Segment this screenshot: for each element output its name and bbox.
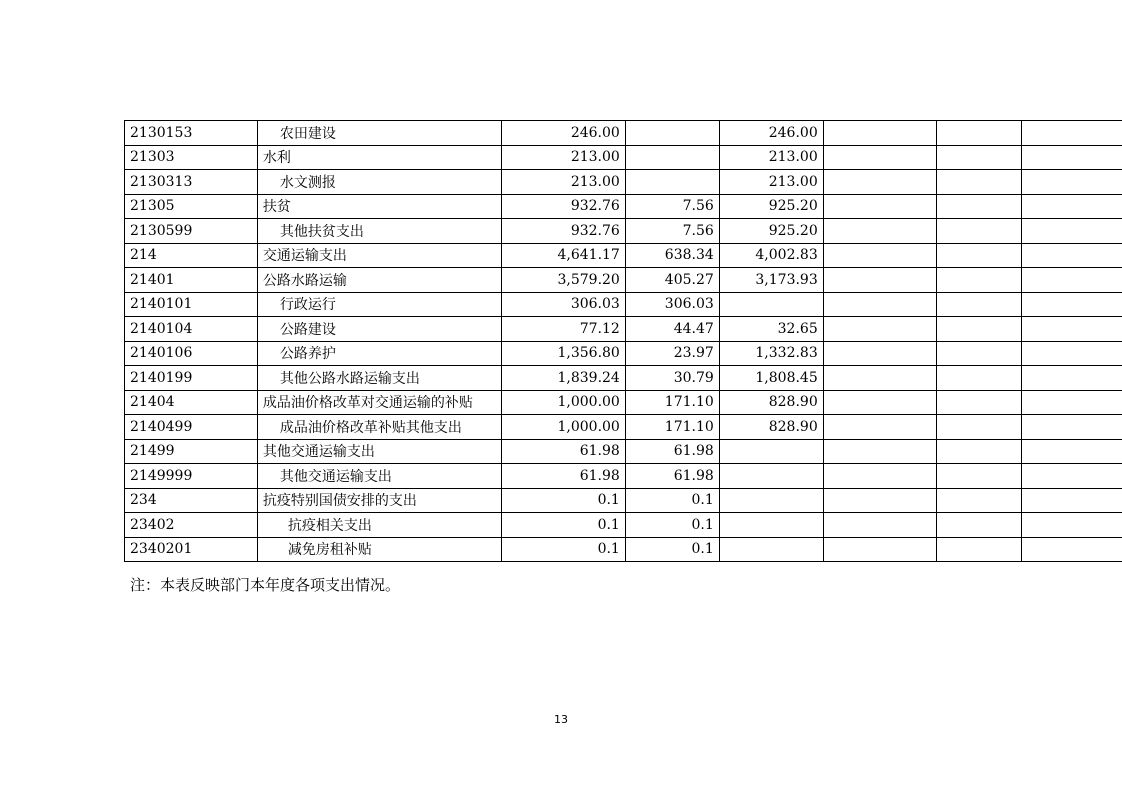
total-amount-cell: 1,000.00 [501,390,625,415]
subject-name-cell: 其他交通运输支出 [257,439,501,464]
project-expenditure-cell: 925.20 [719,219,823,244]
subject-name-cell: 其他交通运输支出 [257,464,501,489]
empty-cell [1021,513,1122,538]
empty-cell [1021,537,1122,562]
project-expenditure-cell [719,292,823,317]
subject-code-cell: 2140499 [125,415,258,440]
total-amount-cell: 1,356.80 [501,341,625,366]
subject-code-cell: 2140104 [125,317,258,342]
empty-cell [936,537,1021,562]
project-expenditure-cell: 828.90 [719,390,823,415]
basic-expenditure-cell: 0.1 [625,537,719,562]
subject-code-cell: 21404 [125,390,258,415]
subject-name-cell: 公路建设 [257,317,501,342]
table-row [125,194,1122,219]
project-expenditure-cell: 3,173.93 [719,268,823,293]
basic-expenditure-cell: 171.10 [625,390,719,415]
project-expenditure-cell [719,439,823,464]
subject-code-cell: 21305 [125,194,258,219]
table-row [125,513,1122,538]
empty-cell [1021,390,1122,415]
empty-cell [1021,268,1122,293]
project-expenditure-cell: 1,808.45 [719,366,823,391]
total-amount-cell: 3,579.20 [501,268,625,293]
subject-code-cell: 21303 [125,145,258,170]
table-row [125,488,1122,513]
table-row [125,268,1122,293]
subject-name-cell: 水文测报 [257,170,501,195]
empty-cell [1021,170,1122,195]
total-amount-cell: 0.1 [501,513,625,538]
total-amount-cell: 61.98 [501,439,625,464]
basic-expenditure-cell: 61.98 [625,439,719,464]
total-amount-cell: 1,000.00 [501,415,625,440]
expenditure-table [124,120,1122,562]
project-expenditure-cell: 246.00 [719,121,823,146]
project-expenditure-cell: 4,002.83 [719,243,823,268]
empty-cell [1021,194,1122,219]
total-amount-cell: 932.76 [501,194,625,219]
subject-name-cell: 其他扶贫支出 [257,219,501,244]
table-row [125,243,1122,268]
total-amount-cell: 213.00 [501,145,625,170]
table-row [125,170,1122,195]
subject-name-cell: 行政运行 [257,292,501,317]
subject-code-cell: 2130599 [125,219,258,244]
basic-expenditure-cell [625,145,719,170]
empty-cell [823,439,936,464]
empty-cell [1021,464,1122,489]
empty-cell [823,317,936,342]
table-row [125,121,1122,146]
empty-cell [936,219,1021,244]
project-expenditure-cell [719,464,823,489]
project-expenditure-cell: 213.00 [719,145,823,170]
empty-cell [1021,317,1122,342]
empty-cell [1021,292,1122,317]
empty-cell [936,488,1021,513]
empty-cell [936,317,1021,342]
table-row [125,415,1122,440]
subject-code-cell: 2130153 [125,121,258,146]
empty-cell [1021,121,1122,146]
table-row [125,390,1122,415]
subject-name-cell: 水利 [257,145,501,170]
empty-cell [1021,415,1122,440]
subject-name-cell: 抗疫相关支出 [257,513,501,538]
empty-cell [823,121,936,146]
empty-cell [1021,341,1122,366]
table-row [125,292,1122,317]
total-amount-cell: 77.12 [501,317,625,342]
empty-cell [823,292,936,317]
empty-cell [823,194,936,219]
empty-cell [936,268,1021,293]
empty-cell [936,366,1021,391]
empty-cell [936,415,1021,440]
total-amount-cell: 0.1 [501,537,625,562]
subject-name-cell: 扶贫 [257,194,501,219]
project-expenditure-cell: 213.00 [719,170,823,195]
project-expenditure-cell [719,488,823,513]
table-row [125,145,1122,170]
basic-expenditure-cell: 306.03 [625,292,719,317]
basic-expenditure-cell [625,170,719,195]
subject-code-cell: 2149999 [125,464,258,489]
basic-expenditure-cell: 30.79 [625,366,719,391]
empty-cell [936,194,1021,219]
table-row [125,366,1122,391]
total-amount-cell: 213.00 [501,170,625,195]
empty-cell [936,439,1021,464]
total-amount-cell: 0.1 [501,488,625,513]
empty-cell [936,145,1021,170]
empty-cell [936,390,1021,415]
subject-code-cell: 2340201 [125,537,258,562]
total-amount-cell: 1,839.24 [501,366,625,391]
subject-code-cell: 21499 [125,439,258,464]
project-expenditure-cell [719,537,823,562]
subject-code-cell: 214 [125,243,258,268]
empty-cell [1021,145,1122,170]
basic-expenditure-cell: 405.27 [625,268,719,293]
empty-cell [823,219,936,244]
page-number: 13 [554,713,568,726]
project-expenditure-cell: 828.90 [719,415,823,440]
basic-expenditure-cell: 44.47 [625,317,719,342]
basic-expenditure-cell: 0.1 [625,513,719,538]
empty-cell [823,268,936,293]
empty-cell [936,292,1021,317]
subject-code-cell: 2130313 [125,170,258,195]
empty-cell [1021,488,1122,513]
subject-code-cell: 2140106 [125,341,258,366]
basic-expenditure-cell [625,121,719,146]
table-row [125,317,1122,342]
subject-name-cell: 其他公路水路运输支出 [257,366,501,391]
empty-cell [823,366,936,391]
subject-name-cell: 公路养护 [257,341,501,366]
table-row [125,439,1122,464]
subject-name-cell: 抗疫特别国债安排的支出 [257,488,501,513]
basic-expenditure-cell: 7.56 [625,194,719,219]
empty-cell [823,145,936,170]
empty-cell [823,243,936,268]
subject-code-cell: 23402 [125,513,258,538]
basic-expenditure-cell: 0.1 [625,488,719,513]
empty-cell [936,121,1021,146]
table-row [125,537,1122,562]
basic-expenditure-cell: 171.10 [625,415,719,440]
total-amount-cell: 4,641.17 [501,243,625,268]
empty-cell [1021,439,1122,464]
subject-code-cell: 21401 [125,268,258,293]
table-row [125,464,1122,489]
basic-expenditure-cell: 638.34 [625,243,719,268]
empty-cell [1021,366,1122,391]
empty-cell [936,513,1021,538]
empty-cell [1021,219,1122,244]
project-expenditure-cell [719,513,823,538]
empty-cell [823,537,936,562]
basic-expenditure-cell: 61.98 [625,464,719,489]
table-note: 注：本表反映部门本年度各项支出情况。 [130,576,401,594]
empty-cell [823,488,936,513]
empty-cell [823,390,936,415]
subject-name-cell: 成品油价格改革对交通运输的补贴 [257,390,501,415]
table-row [125,341,1122,366]
project-expenditure-cell: 1,332.83 [719,341,823,366]
subject-name-cell: 交通运输支出 [257,243,501,268]
subject-code-cell: 2140101 [125,292,258,317]
subject-name-cell: 减免房租补贴 [257,537,501,562]
total-amount-cell: 306.03 [501,292,625,317]
subject-code-cell: 2140199 [125,366,258,391]
empty-cell [936,341,1021,366]
subject-code-cell: 234 [125,488,258,513]
empty-cell [1021,243,1122,268]
basic-expenditure-cell: 7.56 [625,219,719,244]
project-expenditure-cell: 32.65 [719,317,823,342]
empty-cell [823,170,936,195]
subject-name-cell: 成品油价格改革补贴其他支出 [257,415,501,440]
total-amount-cell: 61.98 [501,464,625,489]
project-expenditure-cell: 925.20 [719,194,823,219]
empty-cell [823,464,936,489]
empty-cell [823,415,936,440]
table-row [125,219,1122,244]
empty-cell [936,170,1021,195]
basic-expenditure-cell: 23.97 [625,341,719,366]
empty-cell [823,341,936,366]
subject-name-cell: 公路水路运输 [257,268,501,293]
total-amount-cell: 932.76 [501,219,625,244]
empty-cell [936,464,1021,489]
subject-name-cell: 农田建设 [257,121,501,146]
empty-cell [936,243,1021,268]
empty-cell [823,513,936,538]
total-amount-cell: 246.00 [501,121,625,146]
table-body [125,121,1122,562]
